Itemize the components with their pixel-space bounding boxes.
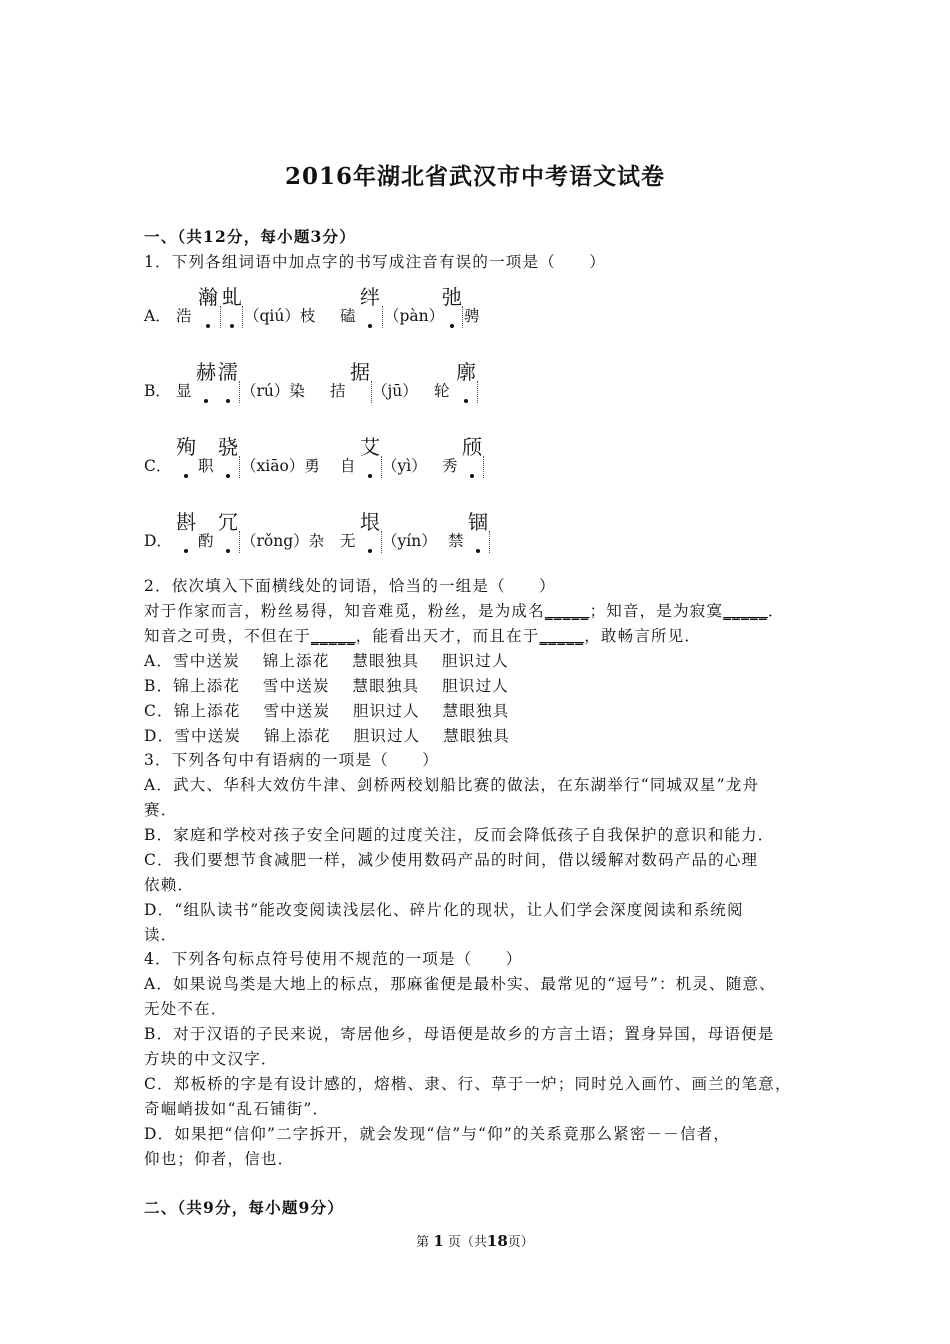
emphasis-dot [470,474,474,478]
emphasis-dot [368,324,372,328]
q3-option-b: B．家庭和学校对孩子安全问题的过度关注，反而会降低孩子自我保护的意识和能力． [144,826,775,844]
q4-option-b-cont: 方块的中文汉字． [144,1050,278,1068]
q4-option-d: D．如果把“信仰”二字拆开，就会发现“信”与“仰”的关系竟那么紧密－－信者， [144,1125,731,1143]
emphasis-dot [184,549,188,553]
dotted-char: 绊 [360,285,380,309]
q3-option-a: A．武大、华科大效仿牛津、剑桥两校划船比赛的做法，在东湖举行“同城双星”龙舟 [144,776,760,794]
q2-stem: 2．依次填入下面横线处的词语，恰当的一组是（ ） [144,577,556,595]
dotted-char: 虬 [222,285,242,309]
q3-stem: 3．下列各句中有语病的一项是（ ） [144,751,439,769]
dotted-char: 廓 [456,360,476,384]
emphasis-dot [368,549,372,553]
q4-option-c-cont: 奇崛峭拔如“乱石铺街”． [144,1100,330,1118]
q1-option-c: C． 殉 职 骁 （xiāo）勇 自 艾 （yì） 秀 颀 [144,418,824,478]
q4-option-a: A．如果说鸟类是大地上的标点，那麻雀便是最朴实、最常见的“逗号”：机灵、随意、 [144,975,776,993]
total-pages: 18 [486,1232,508,1250]
emphasis-dot [476,549,480,553]
emphasis-dot [464,399,468,403]
q3-option-a-cont: 赛． [144,801,178,819]
dotted-char: 垠 [360,510,380,534]
q4-stem: 4．下列各句标点符号使用不规范的一项是（ ） [144,950,523,968]
emphasis-dot [226,399,230,403]
q3-option-c: C．我们要想节食减肥一样，减少使用数码产品的时间，借以缓解对数码产品的心理 [144,851,759,869]
emphasis-dot [184,474,188,478]
emphasis-dot [204,399,208,403]
page-number: 1 [433,1232,444,1250]
q4-option-a-cont: 无处不在． [144,1000,228,1018]
q4-option-c: C．郑板桥的字是有设计感的，熔楷、隶、行、草于一炉；同时兑入画竹、画兰的笔意， [144,1075,792,1093]
dotted-char: 锢 [468,510,488,534]
q1-option-d: D． 斟 酌 冗 （rǒng）杂 无 垠 （yín） 禁 锢 [144,493,824,553]
q4-option-b: B．对于汉语的子民来说，寄居他乡，母语便是故乡的方言土语；置身异国，母语便是 [144,1025,775,1043]
q1-option-b: B． 显 赫 濡 （rú）染 拮 据 （jū） 轮 廓 [144,343,824,403]
emphasis-dot [226,474,230,478]
fill-blank: _____ [723,601,768,620]
dotted-char: 艾 [360,435,380,459]
q2-passage-line-2: 知音之可贵，不但在于_____，能看出天才，而且在于_____，敢畅言所见． [144,626,702,645]
q3-option-d: D．“组队读书”能改变阅读浅层化、碎片化的现状，让人们学会深度阅读和系统阅 [144,901,744,919]
dotted-char: 殉 [176,435,196,459]
dotted-char: 濡 [218,360,238,384]
q2-passage-line-1: 对于作家而言，粉丝易得，知音难觅，粉丝，是为成名_____；知音，是为寂寞_____． [144,601,785,620]
fill-blank: _____ [539,626,585,645]
q2-option-c: C．锦上添花 雪中送炭 胆识过人 慧眼独具 [144,702,510,720]
dotted-char: 赫 [196,360,216,384]
dotted-char: 瀚 [198,285,218,309]
q4-option-d-cont: 仰也；仰者，信也． [144,1150,295,1168]
section-1-heading: 一、（共12分，每小题3分） [144,227,356,246]
emphasis-dot [450,324,454,328]
q1-option-a: A． 浩 瀚 虬 （qiú）枝 磕 绊 （pàn） 弛 骋 [144,268,824,328]
q2-option-b: B．锦上添花 雪中送炭 慧眼独具 胆识过人 [144,677,509,695]
dotted-char: 弛 [442,285,462,309]
section-2-heading: 二、（共9分，每小题9分） [144,1198,344,1217]
emphasis-dot [226,549,230,553]
q1-stem: 1．下列各组词语中加点字的书写成注音有误的一项是（ ） [144,253,606,271]
q3-option-c-cont: 依赖． [144,876,195,894]
dotted-char: 骁 [218,435,238,459]
dotted-char: 据 [350,360,370,384]
fill-blank: _____ [311,626,356,645]
emphasis-dot [230,324,234,328]
page-title: 2016年湖北省武汉市中考语文试卷 [284,163,665,190]
dotted-char: 斟 [176,510,196,534]
dotted-char: 冗 [218,510,238,534]
q3-option-d-cont: 读． [144,926,178,944]
fill-blank: _____ [544,601,590,620]
emphasis-dot [368,474,372,478]
dotted-char: 颀 [462,435,482,459]
page-footer: 第 1 页（共18页） [416,1232,534,1250]
q2-option-a: A．雪中送炭 锦上添花 慧眼独具 胆识过人 [144,652,509,670]
q2-option-d: D．雪中送炭 锦上添花 胆识过人 慧眼独具 [144,727,511,745]
emphasis-dot [206,324,210,328]
